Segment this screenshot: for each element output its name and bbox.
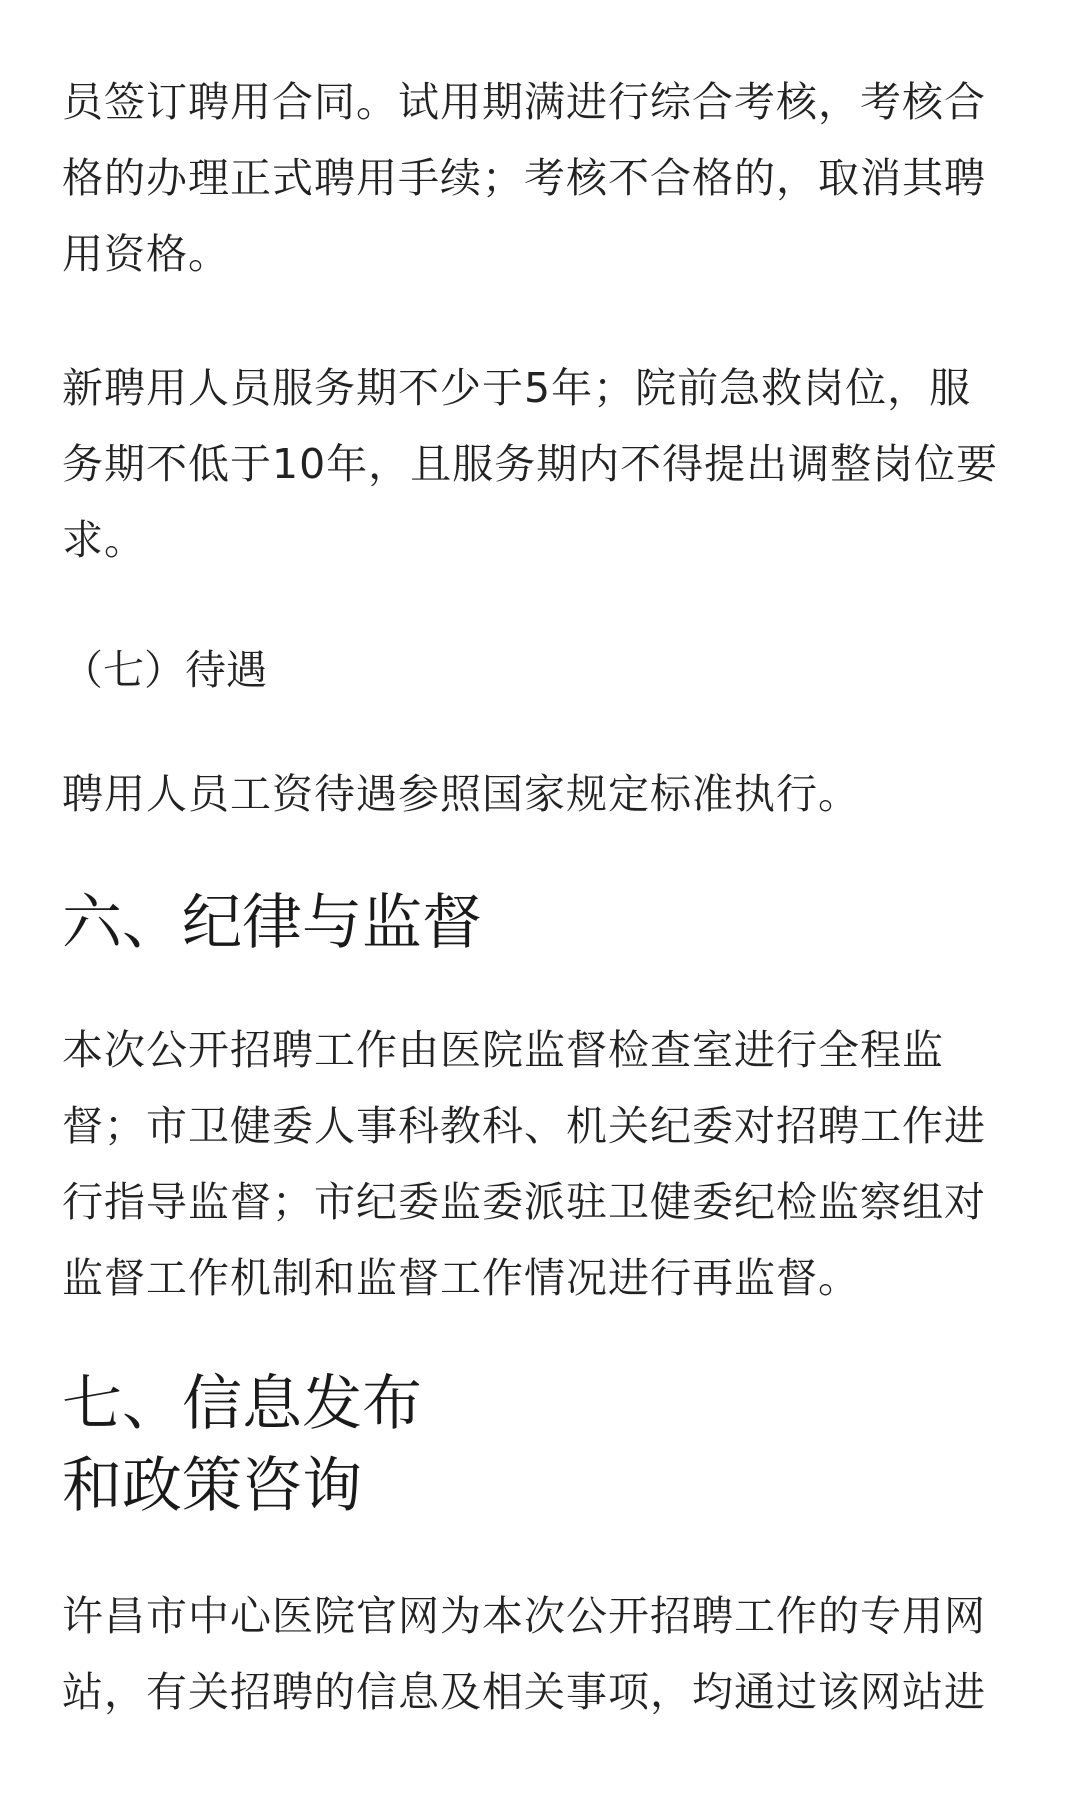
text-line: 务期不低于10年，且服务期内不得提出调整岗位要 — [62, 440, 999, 488]
text-line: 用资格。 — [62, 230, 230, 278]
paragraph-service-period — [62, 350, 1022, 578]
text-line: 员签订聘用合同。试用期满进行综合考核，考核合 — [62, 78, 986, 126]
title-line: 七、信息发布 — [62, 1369, 422, 1439]
title-line: 和政策咨询 — [62, 1451, 362, 1521]
paragraph-supervision — [62, 1012, 1022, 1316]
text-line: 格的办理正式聘用手续；考核不合格的，取消其聘 — [62, 154, 986, 202]
text-line: 监督工作机制和监督工作情况进行再监督。 — [62, 1254, 860, 1302]
text-line: 求。 — [62, 516, 146, 564]
section-title-discipline: 六、纪律与监督 — [62, 888, 482, 958]
paragraph-probation — [62, 64, 1022, 292]
text-line: 许昌市中心医院官网为本次公开招聘工作的专用网 — [62, 1592, 986, 1640]
section-title-info-release — [62, 1363, 1022, 1527]
text-line: 本次公开招聘工作由医院监督检查室进行全程监 — [62, 1026, 944, 1074]
text-line: 督；市卫健委人事科教科、机关纪委对招聘工作进 — [62, 1102, 986, 1150]
text-line: 行指导监督；市纪委监委派驻卫健委纪检监察组对 — [62, 1178, 986, 1226]
subheading-treatment: （七）待遇 — [62, 646, 267, 694]
paragraph-official-site — [62, 1578, 1022, 1730]
text-line: 新聘用人员服务期不少于5年；院前急救岗位，服 — [62, 364, 972, 412]
paragraph-salary: 聘用人员工资待遇参照国家规定标准执行。 — [62, 770, 860, 818]
text-line: 站，有关招聘的信息及相关事项，均通过该网站进 — [62, 1668, 986, 1716]
